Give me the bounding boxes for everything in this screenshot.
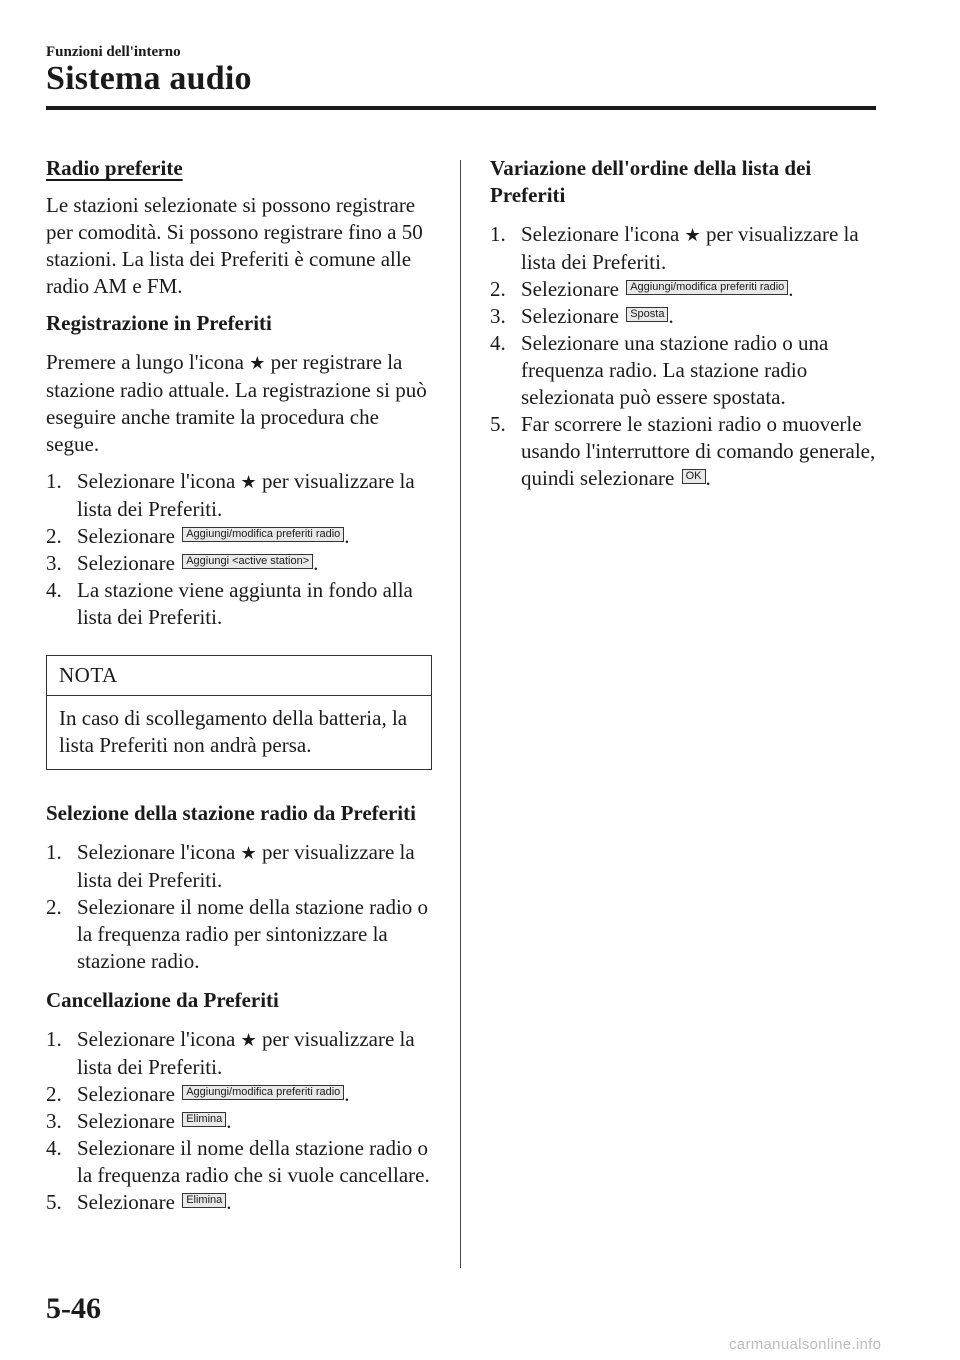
elimina-button[interactable]: Elimina	[182, 1112, 226, 1127]
list-item	[490, 411, 876, 492]
text: per visualizzare la lista dei Preferiti.	[77, 1027, 415, 1079]
deletion-steps	[46, 1026, 432, 1216]
sposta-button[interactable]: Sposta	[626, 307, 668, 322]
list-item	[46, 550, 432, 577]
aggiungi-modifica-preferiti-button[interactable]: Aggiungi/modifica preferiti radio	[182, 527, 344, 542]
registration-steps	[46, 468, 432, 631]
left-column	[46, 155, 432, 1216]
star-icon: ★	[240, 843, 257, 864]
period: .	[313, 551, 319, 575]
list-item	[490, 330, 876, 411]
step-number: 5.	[490, 412, 506, 436]
text: Selezionare il nome della stazione radio o la frequenza radio che si vuole cancellare.	[77, 1136, 430, 1187]
period: .	[344, 524, 350, 548]
aggiungi-modifica-preferiti-button[interactable]: Aggiungi/modifica preferiti radio	[182, 1085, 344, 1100]
subtitle-cancellazione: Cancellazione da Preferiti	[46, 988, 279, 1012]
subtitle-registrazione: Registrazione in Preferiti	[46, 311, 272, 335]
list-item	[46, 1189, 432, 1216]
watermark: carmanualsonline.info	[729, 1336, 882, 1353]
text: Selezionare l'icona	[77, 840, 236, 864]
section-title-radio-preferite: Radio preferite	[46, 156, 183, 180]
step-number: 4.	[490, 331, 506, 355]
text: Far scorrere le stazioni radio o muoverle usando l'interruttore di comando generale, quindi selezionare	[521, 412, 876, 490]
note-heading: NOTA	[47, 656, 431, 696]
step-number: 3.	[46, 551, 62, 575]
list-item	[46, 577, 432, 631]
star-icon: ★	[240, 1030, 257, 1051]
step-number: 2.	[46, 1082, 62, 1106]
list-item	[46, 1135, 432, 1189]
period: .	[226, 1109, 232, 1133]
reorder-steps	[490, 221, 876, 492]
period: .	[344, 1082, 350, 1106]
note-box	[46, 655, 432, 770]
list-item	[46, 1108, 432, 1135]
step-number: 1.	[46, 1027, 62, 1051]
section-label: Funzioni dell'interno	[46, 44, 181, 60]
page-number: 5-46	[46, 1292, 101, 1325]
list-item	[490, 221, 876, 276]
right-column	[490, 155, 876, 492]
list-item	[46, 523, 432, 550]
registration-paragraph	[46, 349, 432, 458]
step-number: 1.	[490, 222, 506, 246]
text: Selezionare l'icona	[521, 222, 680, 246]
list-item	[490, 303, 876, 330]
header-rule	[46, 106, 876, 110]
subtitle-selezione: Selezione della stazione radio da Preferiti	[46, 801, 416, 825]
aggiungi-active-station-button[interactable]: Aggiungi <active station>	[182, 554, 313, 569]
star-icon: ★	[249, 353, 266, 374]
subtitle-variazione-ordine: Variazione dell'ordine della lista dei Preferiti	[490, 156, 812, 207]
star-icon: ★	[240, 472, 257, 493]
column-divider	[460, 160, 461, 1268]
page-title: Sistema audio	[46, 60, 252, 97]
text: Selezionare il nome della stazione radio o la frequenza radio per sintonizzare la stazione radio.	[77, 895, 429, 973]
elimina-button[interactable]: Elimina	[182, 1193, 226, 1208]
step-number: 5.	[46, 1190, 62, 1214]
text: Premere a lungo l'icona	[46, 350, 244, 374]
text: per visualizzare la lista dei Preferiti.	[521, 222, 859, 274]
step-number: 2.	[46, 524, 62, 548]
step-number: 2.	[46, 895, 62, 919]
step-number: 1.	[46, 840, 62, 864]
period: .	[668, 304, 674, 328]
text: Selezionare una stazione radio o una frequenza radio. La stazione radio selezionata può essere spostata.	[521, 331, 829, 409]
list-item	[46, 839, 432, 894]
text: Selezionare l'icona	[77, 1027, 236, 1051]
intro-paragraph: Le stazioni selezionate si possono registrare per comodità. Si possono registrare fino a 50 stazioni. La lista dei Preferiti è comune alle radio AM e FM.	[46, 193, 423, 298]
step-number: 3.	[490, 304, 506, 328]
text: per visualizzare la lista dei Preferiti.	[77, 469, 415, 521]
text: per visualizzare la lista dei Preferiti.	[77, 840, 415, 892]
note-body: In caso di scollegamento della batteria, la lista Preferiti non andrà persa.	[59, 706, 408, 757]
period: .	[788, 277, 794, 301]
star-icon: ★	[684, 225, 701, 246]
text: per registrare la stazione radio attuale. La registrazione si può eseguire anche tramite la procedura che segue.	[46, 350, 427, 456]
text: Selezionare	[77, 551, 175, 575]
list-item	[46, 1026, 432, 1081]
step-number: 4.	[46, 578, 62, 602]
text: La stazione viene aggiunta in fondo alla lista dei Preferiti.	[77, 578, 413, 629]
step-number: 1.	[46, 469, 62, 493]
aggiungi-modifica-preferiti-button[interactable]: Aggiungi/modifica preferiti radio	[626, 280, 788, 295]
list-item	[490, 276, 876, 303]
selection-steps	[46, 839, 432, 975]
text: Selezionare	[77, 1190, 175, 1214]
period: .	[226, 1190, 232, 1214]
step-number: 4.	[46, 1136, 62, 1160]
ok-button[interactable]: OK	[682, 469, 706, 484]
list-item	[46, 1081, 432, 1108]
text: Selezionare	[521, 304, 619, 328]
text: Selezionare	[77, 1082, 175, 1106]
step-number: 3.	[46, 1109, 62, 1133]
list-item	[46, 468, 432, 523]
text: Selezionare l'icona	[77, 469, 236, 493]
text: Selezionare	[77, 524, 175, 548]
text: Selezionare	[77, 1109, 175, 1133]
period: .	[705, 466, 711, 490]
step-number: 2.	[490, 277, 506, 301]
list-item	[46, 894, 432, 975]
text: Selezionare	[521, 277, 619, 301]
